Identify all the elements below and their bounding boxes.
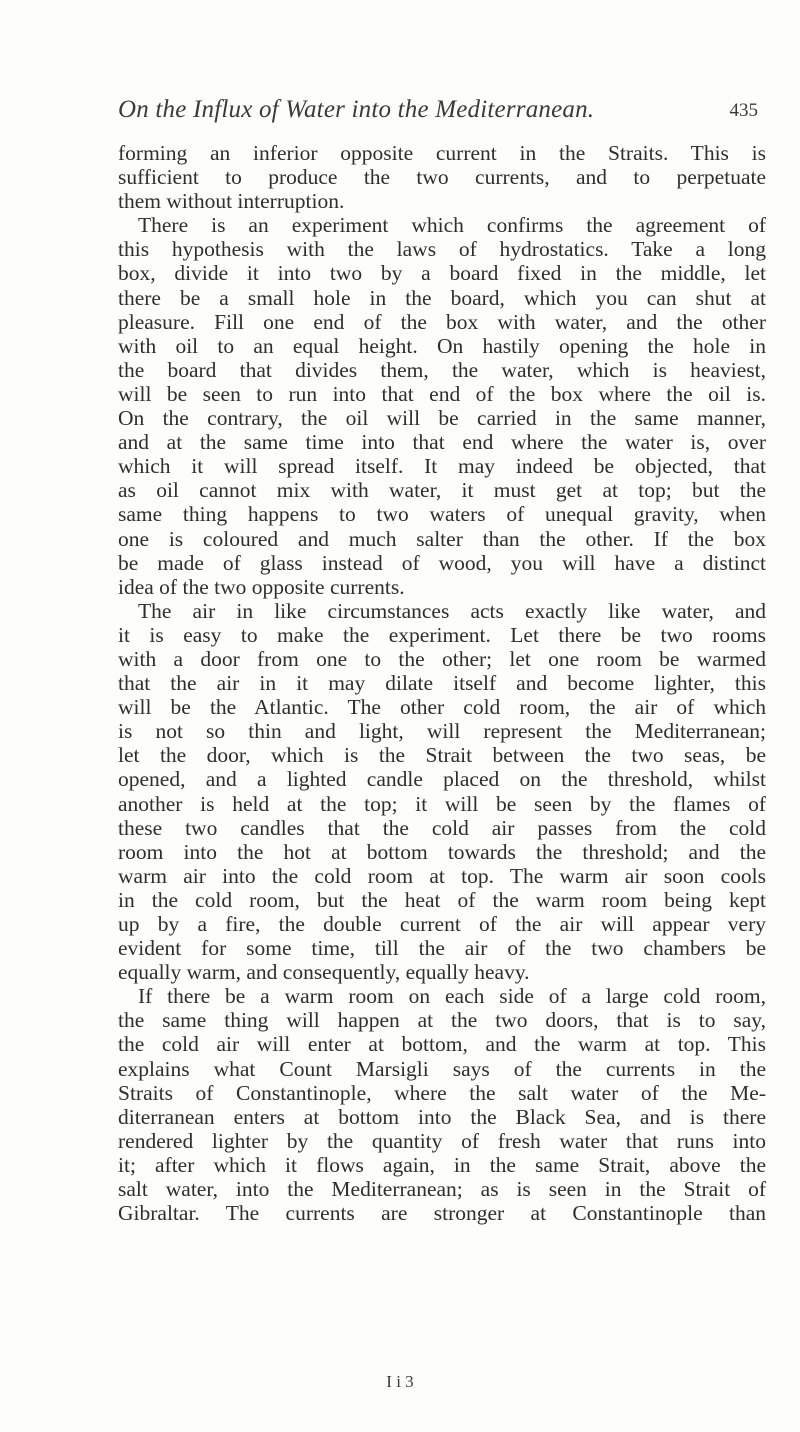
text-line: one is coloured and much salter than the other. If the box [118,526,766,551]
text-line: this hypothesis with the laws of hydrostatics. Take a long [118,237,766,262]
text-line: the same thing will happen at the two doors, that is to say, [118,1008,766,1033]
text-line: which it will spread itself. It may indeed be objected, that [118,454,766,479]
text-line: room into the hot at bottom towards the threshold; and the [118,839,766,864]
text-line: On the contrary, the oil will be carried in the same manner, [118,406,766,431]
text-line: them without interruption. [118,189,345,214]
text-line: let the door, which is the Strait between the two seas, be [118,743,766,768]
page-number: 435 [729,100,758,121]
text-line: idea of the two opposite currents. [118,574,405,599]
text-line: evident for some time, till the air of the two chambers be [118,936,766,961]
paragraph-4 [118,984,766,1225]
text-line: The air in like circumstances acts exactly like water, and [138,598,766,623]
text-line: will be the Atlantic. The other cold room, the air of which [118,695,766,720]
text-line: it is easy to make the experiment. Let there be two rooms [118,622,766,647]
text-line: box, divide it into two by a board fixed in the middle, let [118,261,766,286]
text-line: same thing happens to two waters of unequal gravity, when [118,502,766,527]
text-line: Gibraltar. The currents are stronger at Constantinople than [118,1201,766,1226]
text-line: as oil cannot mix with water, it must get at top; but the [118,478,766,503]
text-line: diterranean enters at bottom into the Black Sea, and is there [118,1104,766,1129]
text-line: will be seen to run into that end of the box where the oil is. [118,381,766,406]
text-line: sufficient to produce the two currents, and to perpetuate [118,165,766,190]
paragraph-3 [118,599,766,985]
text-line: equally warm, and consequently, equally heavy. [118,960,530,985]
text-line: is not so thin and light, will represent the Mediterranean; [118,719,766,744]
text-line: forming an inferior opposite current in the Straits. This is [118,141,766,165]
text-line: with oil to an equal height. On hastily opening the hole in [118,333,766,358]
text-line: the cold air will enter at bottom, and the warm at top. This [118,1032,766,1057]
text-line: explains what Count Marsigli says of the currents in the [118,1056,766,1081]
running-title: On the Influx of Water into the Mediterranean. [118,96,595,123]
text-line: in the cold room, but the heat of the warm room being kept [118,887,766,912]
paragraph-1 [118,141,766,213]
text-line: the board that divides them, the water, which is heaviest, [118,357,766,382]
text-line: that the air in it may dilate itself and become lighter, this [118,671,766,696]
text-line: up by a fire, the double current of the air will appear very [118,912,766,936]
text-line: There is an experiment which confirms the agreement of [138,213,766,238]
text-line: it; after which it flows again, in the same Strait, above the [118,1152,766,1177]
text-line: with a door from one to the other; let one room be warmed [118,646,766,671]
text-line: there be a small hole in the board, which you can shut at [118,285,766,310]
text-line: If there be a warm room on each side of a large cold room, [138,984,766,1009]
text-line: pleasure. Fill one end of the box with water, and the other [118,309,766,334]
text-line: salt water, into the Mediterranean; as is seen in the Strait of [118,1177,766,1202]
text-line: warm air into the cold room at top. The warm air soon cools [118,863,766,888]
running-head [118,96,758,136]
text-line: these two candles that the cold air passes from the cold [118,815,766,840]
text-line: and at the same time into that end where the water is, over [118,430,766,455]
body-text [118,141,766,1225]
text-line: rendered lighter by the quantity of fresh water that runs into [118,1128,766,1153]
paragraph-2 [118,213,766,599]
signature-mark: I i 3 [386,1372,414,1391]
text-line: Straits of Constantinople, where the salt water of the Me- [118,1080,766,1105]
text-line: another is held at the top; it will be seen by the flames of [118,791,766,816]
text-line: be made of glass instead of wood, you will have a distinct [118,550,766,575]
text-line: opened, and a lighted candle placed on the threshold, whilst [118,767,766,792]
